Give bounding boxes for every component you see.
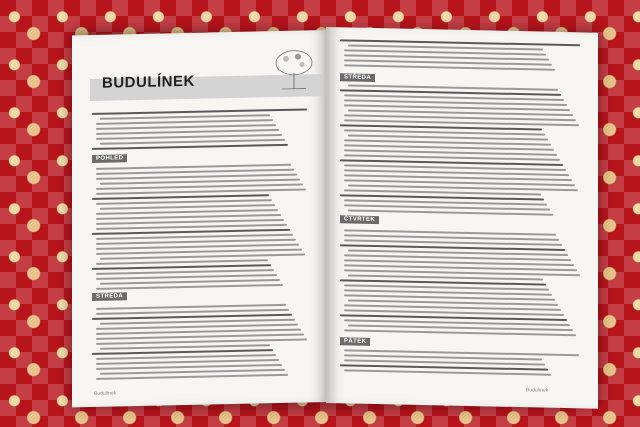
text-line xyxy=(96,188,306,194)
text-line xyxy=(344,64,555,70)
text-line xyxy=(92,144,288,150)
page-title: BUDULÍNEK xyxy=(102,72,195,92)
section-tag: PÁTEK xyxy=(340,337,370,346)
section-tag: POHLED xyxy=(92,154,127,163)
section-tag: STŘEDA xyxy=(92,292,127,301)
section-tag: ČTVRTEK xyxy=(340,215,379,224)
text-line xyxy=(92,108,307,115)
text-line xyxy=(348,209,553,215)
tree-illustration-icon xyxy=(268,44,320,93)
text-line xyxy=(96,338,307,344)
section-tag: STŘEDA xyxy=(340,73,375,82)
left-footer: Budulínek xyxy=(94,390,117,397)
right-footer: Budulínek xyxy=(526,387,549,394)
text-line xyxy=(96,284,283,290)
text-line xyxy=(100,253,305,259)
right-page xyxy=(326,27,598,409)
text-line xyxy=(96,374,288,380)
text-line xyxy=(344,369,551,375)
left-page xyxy=(72,30,328,407)
